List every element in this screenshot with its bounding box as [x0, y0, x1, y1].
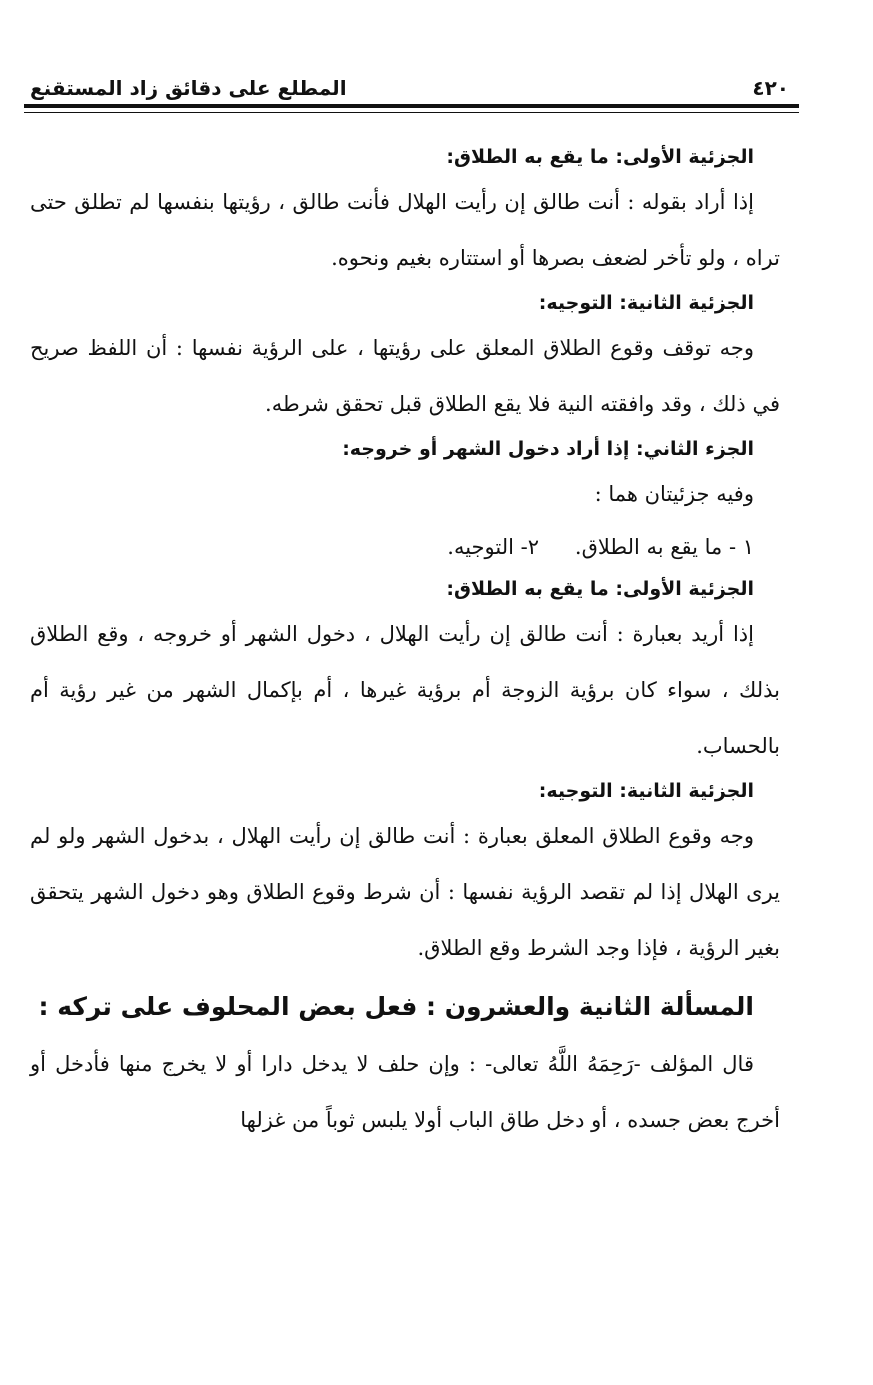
subheading-first-part-what-happens: الجزئية الأولى: ما يقع به الطلاق: — [446, 146, 754, 168]
page-body — [30, 140, 780, 1148]
page-header — [30, 66, 793, 100]
header-rule-thin — [24, 112, 799, 113]
subheading-second-part-month: الجزء الثاني: إذا أراد دخول الشهر أو خروجه: — [342, 438, 754, 460]
list-item: ١ - ما يقع به الطلاق. — [574, 535, 754, 559]
section-title-issue-22: المسألة الثانية والعشرون : فعل بعض المحلوف على تركه : — [38, 992, 754, 1021]
paragraph-author-quote: قال المؤلف -رَحِمَهُ اللَّهُ تعالى- : وإن حلف لا يدخل دارا أو لا يخرج منها فأدخل أو أخرج بعض جسده ، أو دخل طاق الباب أولا يلبس ثوباً من غزلها — [30, 1052, 780, 1132]
list-item: ٢- التوجيه. — [447, 535, 539, 559]
page-number: ٤٢٠ — [752, 76, 789, 100]
paragraph-month-entry: إذا أريد بعبارة : أنت طالق إن رأيت الهلال ، دخول الشهر أو خروجه ، وقع الطلاق بذلك ، سواء كان برؤية الزوجة أم برؤية غيرها ، أم بإكمال الشهر من غير رؤية أم بالحساب. — [30, 622, 780, 758]
paragraph-justification-2: وجه وقوع الطلاق المعلق بعبارة : أنت طالق إن رأيت الهلال ، بدخول الشهر ولو لم يرى الهلال إذا لم تقصد الرؤية نفسها : أن شرط وقوع الطلاق وهو دخول الشهر يتحقق بغير الرؤية ، فإذا وجد الشرط وقع الطلاق. — [30, 824, 780, 960]
subheading-first-part-what-happens-2: الجزئية الأولى: ما يقع به الطلاق: — [446, 578, 754, 600]
subheading-justification-2: الجزئية الثانية: التوجيه: — [538, 780, 754, 802]
subparts-list — [30, 522, 780, 572]
paragraph-two-subparts: وفيه جزئيتان هما : — [594, 482, 754, 506]
running-title: المطلع على دقائق زاد المستقنع — [30, 76, 347, 100]
header-rule-thick — [24, 104, 799, 108]
paragraph-justification-1: وجه توقف وقوع الطلاق المعلق على رؤيتها ، على الرؤية نفسها : أن اللفظ صريح في ذلك ، وقد وافقته النية فلا يقع الطلاق قبل تحقق شرطه. — [30, 336, 780, 416]
paragraph-seeing-crescent-self: إذا أراد بقوله : أنت طالق إن رأيت الهلال فأنت طالق ، رؤيتها بنفسها لم تطلق حتى تراه ، ولو تأخر لضعف بصرها أو استتاره بغيم ونحوه. — [30, 190, 780, 270]
subheading-justification-1: الجزئية الثانية: التوجيه: — [538, 292, 754, 314]
